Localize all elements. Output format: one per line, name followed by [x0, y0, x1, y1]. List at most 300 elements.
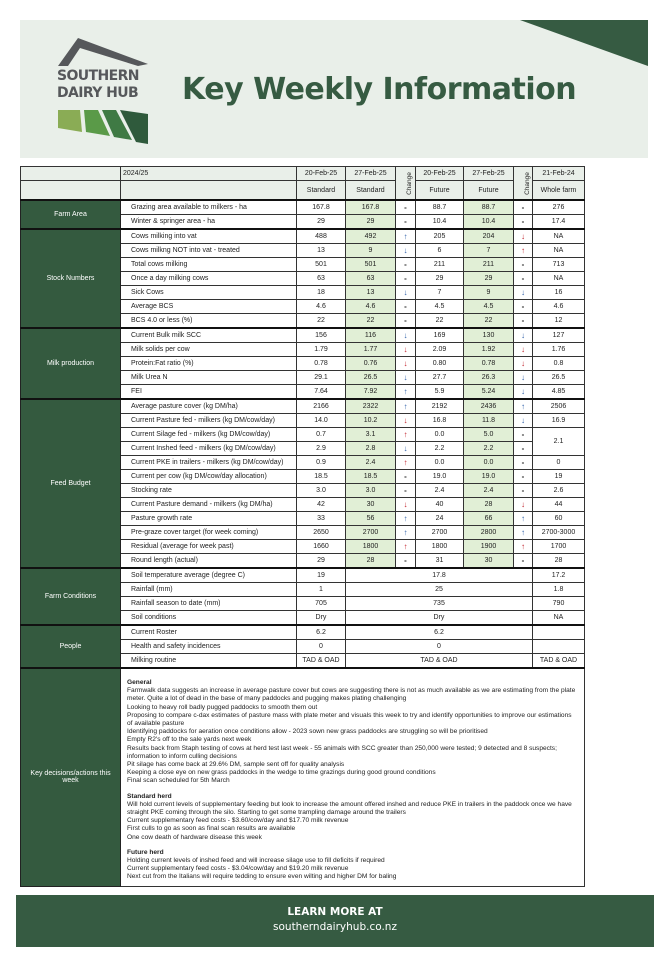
fut-prev-value: 1800 [416, 540, 464, 554]
fut-curr-value: 2436 [464, 399, 514, 414]
std-label: Standard [297, 181, 346, 201]
header-row-labels [21, 181, 585, 201]
whole-farm-value: TAD & OAD [533, 654, 585, 669]
notes-line: Holding current levels of inshed feed and will increase silage use to fill deficits if required [127, 857, 385, 865]
arrow-up-icon: ↑ [514, 540, 533, 554]
std-curr-value: 13 [346, 286, 396, 300]
table-row [21, 568, 585, 583]
notes-line: One cow death of hardware disease this week [127, 833, 262, 841]
fut-prev-value: 88.7 [416, 200, 464, 215]
whole-farm-value: 2.1 [533, 428, 585, 456]
whole-farm-value: 16 [533, 286, 585, 300]
whole-farm-value: 16.9 [533, 414, 585, 428]
std-curr-value: 1800 [346, 540, 396, 554]
fut-curr-value: 0.78 [464, 357, 514, 371]
fut-prev-value: 24 [416, 512, 464, 526]
row-label: Rainfall season to date (mm) [121, 597, 297, 611]
fut-curr-value: 130 [464, 328, 514, 343]
row-label: Average BCS [121, 300, 297, 314]
weekly-info-table [20, 166, 585, 887]
row-label: Average pasture cover (kg DM/ha) [121, 399, 297, 414]
row-label: Protein:Fat ratio (%) [121, 357, 297, 371]
arrow-down-icon: ↓ [514, 414, 533, 428]
notes-line: Pit silage has come back at 29.6% DM, sample sent off for quality analysis [127, 761, 345, 769]
whole-farm-value: 790 [533, 597, 585, 611]
row-label: Round length (actual) [121, 554, 297, 569]
footer-line1: LEARN MORE AT [287, 906, 383, 918]
std-prev-value: 2.9 [297, 442, 346, 456]
standard-value: 705 [297, 597, 346, 611]
std-prev-value: 4.6 [297, 300, 346, 314]
fut-curr-value: 5.0 [464, 428, 514, 442]
std-prev-value: 1660 [297, 540, 346, 554]
notes-line: Current supplementary feed costs - $3.04/cow/day and $19.20 milk revenue [127, 865, 349, 873]
std-prev-value: 0.78 [297, 357, 346, 371]
std-curr-value: 18.5 [346, 470, 396, 484]
standard-value: Dry [297, 611, 346, 626]
row-label: Soil conditions [121, 611, 297, 626]
fut-label: Future [416, 181, 464, 201]
footer-banner [16, 895, 654, 947]
whole-farm-value [533, 640, 585, 654]
fut-curr-value: 88.7 [464, 200, 514, 215]
change-indicator: - [514, 200, 533, 215]
row-label: Rainfall (mm) [121, 583, 297, 597]
row-label: Sick Cows [121, 286, 297, 300]
logo-fields-icon [58, 108, 150, 144]
std-prev-value: 501 [297, 258, 346, 272]
logo-line2: DAIRY HUB [57, 85, 139, 101]
std-prev-value: 29 [297, 554, 346, 569]
section-stock-numbers: Stock Numbers [21, 229, 121, 328]
fut-curr-value: 2.4 [464, 484, 514, 498]
fut-prev-value: 40 [416, 498, 464, 512]
arrow-up-icon: ↑ [514, 399, 533, 414]
fut-curr-value: 2800 [464, 526, 514, 540]
change-indicator: - [396, 272, 416, 286]
change-label: Change [523, 171, 531, 195]
std-prev-value: 13 [297, 244, 346, 258]
std-prev-value: 2650 [297, 526, 346, 540]
arrow-up-icon: ↑ [514, 244, 533, 258]
section-feed-budget: Feed Budget [21, 399, 121, 568]
row-label: Grazing area available to milkers - ha [121, 200, 297, 215]
row-label: Soil temperature average (degree C) [121, 568, 297, 583]
std-prev-value: 3.0 [297, 484, 346, 498]
std-curr-value: 1.77 [346, 343, 396, 357]
row-label: Current Silage fed - milkers (kg DM/cow/day) [121, 428, 297, 442]
notes-heading-future: Future herd [127, 848, 164, 856]
std-prev-date: 20-Feb-25 [297, 167, 346, 181]
fut-prev-value: 7 [416, 286, 464, 300]
whole-farm-value: 127 [533, 328, 585, 343]
header-blank [21, 167, 121, 181]
std-curr-value: 3.0 [346, 484, 396, 498]
header-row-dates [21, 167, 585, 181]
corner-decoration [520, 20, 648, 66]
whole-farm-value: NA [533, 611, 585, 626]
row-label: Current per cow (kg DM/cow/day allocation) [121, 470, 297, 484]
arrow-down-icon: ↓ [514, 357, 533, 371]
fut-prev-value: 0.80 [416, 357, 464, 371]
change-indicator: - [396, 314, 416, 329]
fut-prev-value: 10.4 [416, 215, 464, 230]
notes-line: Farmwalk data suggests an increase in average pasture cover but cows are suggesting there is not as much available as we are estimating from the plate meter. Quite a lot of dead in the base of many paddocks and pugging makes plating challenging [127, 687, 576, 703]
row-label: Health and safety incidences [121, 640, 297, 654]
arrow-down-icon: ↓ [396, 357, 416, 371]
standard-value: 1 [297, 583, 346, 597]
whole-farm-value: 1700 [533, 540, 585, 554]
notes-row [21, 668, 585, 886]
std-curr-value: 9 [346, 244, 396, 258]
whole-farm-value: 4.6 [533, 300, 585, 314]
arrow-down-icon: ↓ [396, 244, 416, 258]
std-prev-value: 156 [297, 328, 346, 343]
whole-farm-value: NA [533, 229, 585, 244]
notes-line: Final scan scheduled for 5th March [127, 777, 230, 785]
arrow-down-icon: ↓ [514, 229, 533, 244]
row-label: Milk solids per cow [121, 343, 297, 357]
std-curr-value: 63 [346, 272, 396, 286]
future-value: Dry [346, 611, 533, 626]
row-label: Current Roster [121, 625, 297, 640]
fut-prev-value: 29 [416, 272, 464, 286]
arrow-down-icon: ↓ [396, 286, 416, 300]
std-prev-value: 18 [297, 286, 346, 300]
footer-link[interactable]: southerndairyhub.co.nz [273, 921, 397, 933]
std-prev-value: 2166 [297, 399, 346, 414]
fut-curr-value: 30 [464, 554, 514, 569]
standard-value: 6.2 [297, 625, 346, 640]
notes-content [121, 668, 585, 886]
fut-prev-value: 2192 [416, 399, 464, 414]
fut-prev-date: 20-Feb-25 [416, 167, 464, 181]
whole-farm-value: 28 [533, 554, 585, 569]
std-prev-value: 0.9 [297, 456, 346, 470]
whole-farm-value: 0 [533, 456, 585, 470]
arrow-down-icon: ↓ [396, 442, 416, 456]
row-label: Total cows milking [121, 258, 297, 272]
row-label: Current Bulk milk SCC [121, 328, 297, 343]
logo-roof-icon [58, 38, 150, 68]
fut-curr-value: 4.5 [464, 300, 514, 314]
notes-line: First culls to go as soon as final scan results are available [127, 825, 296, 833]
whole-farm-value: 17.4 [533, 215, 585, 230]
fut-curr-value: 1.92 [464, 343, 514, 357]
row-label: Winter & springer area - ha [121, 215, 297, 230]
future-value: 17.8 [346, 568, 533, 583]
future-value: 735 [346, 597, 533, 611]
std-curr-value: 2700 [346, 526, 396, 540]
notes-line: Results back from Staph testing of cows at herd test last week - 55 animals with SCC greater than 250,000 were tested; 9 detected and 8 suspects; information to inform culling decisions [127, 744, 557, 760]
fut-curr-value: 28 [464, 498, 514, 512]
section-milk-production: Milk production [21, 328, 121, 399]
fut-curr-value: 19.0 [464, 470, 514, 484]
whole-farm-value: 17.2 [533, 568, 585, 583]
change-indicator: - [514, 470, 533, 484]
fut-prev-value: 2.4 [416, 484, 464, 498]
table-row [21, 229, 585, 244]
future-value: 25 [346, 583, 533, 597]
row-label: Milk Urea N [121, 371, 297, 385]
std-curr-value: 26.5 [346, 371, 396, 385]
std-prev-value: 1.79 [297, 343, 346, 357]
change-indicator: - [396, 484, 416, 498]
std-curr-value: 2322 [346, 399, 396, 414]
fut-curr-value: 26.3 [464, 371, 514, 385]
change-indicator: - [514, 484, 533, 498]
change-indicator: - [514, 258, 533, 272]
fut-curr-value: 29 [464, 272, 514, 286]
section-key-decisions: Key decisions/actions this week [21, 668, 121, 886]
std-prev-value: 33 [297, 512, 346, 526]
fut-curr-value: 2.2 [464, 442, 514, 456]
row-label: Current PKE in trailers - milkers (kg DM/cow/day) [121, 456, 297, 470]
whole-farm-value: 26.5 [533, 371, 585, 385]
std-curr-value: 492 [346, 229, 396, 244]
whole-farm-value: 0.8 [533, 357, 585, 371]
arrow-down-icon: ↓ [396, 328, 416, 343]
whole-farm-value: 1.8 [533, 583, 585, 597]
std-prev-value: 29.1 [297, 371, 346, 385]
notes-heading-general: General [127, 679, 152, 686]
notes-line: Proposing to compare c-dax estimates of pasture mass with plate meter and visuals this week to try and identify opportunities to improve our estimations of available pasture [127, 711, 572, 728]
fut-curr-value: 22 [464, 314, 514, 329]
table-row [21, 328, 585, 343]
change-label: Change [405, 171, 413, 195]
fut-prev-value: 211 [416, 258, 464, 272]
std-curr-value: 167.8 [346, 200, 396, 215]
arrow-up-icon: ↑ [396, 456, 416, 470]
std-curr-value: 2.8 [346, 442, 396, 456]
fut-prev-value: 6 [416, 244, 464, 258]
arrow-up-icon: ↑ [396, 512, 416, 526]
std-prev-value: 14.0 [297, 414, 346, 428]
fut-curr-value: 10.4 [464, 215, 514, 230]
notes-line: Looking to heavy roll badly pugged paddocks to smooth them out [127, 703, 318, 711]
arrow-up-icon: ↑ [396, 526, 416, 540]
whole-farm-value: 12 [533, 314, 585, 329]
change-indicator: - [514, 300, 533, 314]
fut-prev-value: 0.0 [416, 456, 464, 470]
fut-curr-value: 7 [464, 244, 514, 258]
std-curr-value: 3.1 [346, 428, 396, 442]
fut-prev-value: 22 [416, 314, 464, 329]
change-indicator: - [514, 314, 533, 329]
std-curr-value: 501 [346, 258, 396, 272]
row-label: Once a day milking cows [121, 272, 297, 286]
notes-line: Current supplementary feed costs - $3.60/cow/day and $17.70 milk revenue [127, 817, 349, 825]
whole-farm-value [533, 625, 585, 640]
change-indicator: - [396, 554, 416, 569]
header-blank [21, 181, 121, 201]
row-label: Pasture growth rate [121, 512, 297, 526]
row-label: Stocking rate [121, 484, 297, 498]
arrow-up-icon: ↑ [514, 526, 533, 540]
arrow-up-icon: ↑ [396, 399, 416, 414]
row-label: Cows milkng NOT into vat - treated [121, 244, 297, 258]
fut-prev-value: 4.5 [416, 300, 464, 314]
fut-curr-value: 11.8 [464, 414, 514, 428]
fut-curr-date: 27-Feb-25 [464, 167, 514, 181]
fut-curr-value: 204 [464, 229, 514, 244]
fut-curr-value: 0.0 [464, 456, 514, 470]
row-label: Current Pasture demand - milkers (kg DM/ha) [121, 498, 297, 512]
future-value: TAD & OAD [346, 654, 533, 669]
row-label: Cows milking into vat [121, 229, 297, 244]
arrow-down-icon: ↓ [514, 385, 533, 400]
arrow-down-icon: ↓ [396, 414, 416, 428]
arrow-down-icon: ↓ [514, 286, 533, 300]
notes-line: Keeping a close eye on new grass paddocks in the wedge to time grazings during good ground conditions [127, 769, 436, 777]
page-title: Key Weekly Information [182, 72, 577, 107]
row-label: Pre-graze cover target (for week coming) [121, 526, 297, 540]
row-label: BCS 4.0 or less (%) [121, 314, 297, 329]
row-label: Milking routine [121, 654, 297, 669]
fut-curr-value: 1900 [464, 540, 514, 554]
whole-farm-value: 2506 [533, 399, 585, 414]
row-label: FEI [121, 385, 297, 400]
notes-line: Empty R2's off to the sale yards next week [127, 736, 252, 744]
arrow-down-icon: ↓ [514, 371, 533, 385]
std-curr-value: 10.2 [346, 414, 396, 428]
whole-label: Whole farm [533, 181, 585, 201]
std-prev-value: 18.5 [297, 470, 346, 484]
std-prev-value: 167.8 [297, 200, 346, 215]
whole-farm-value: 1.76 [533, 343, 585, 357]
table-row [21, 399, 585, 414]
fut-curr-value: 9 [464, 286, 514, 300]
change-header-1 [396, 167, 416, 201]
change-indicator: - [514, 272, 533, 286]
notes-line: Identifying paddocks for aeration once conditions allow - 2023 sown new grass paddocks are struggling so will be prioritised [127, 728, 488, 736]
arrow-up-icon: ↑ [396, 540, 416, 554]
table-row [21, 200, 585, 215]
section-farm-conditions: Farm Conditions [21, 568, 121, 625]
logo-text [57, 68, 139, 102]
change-indicator: - [514, 442, 533, 456]
fut-curr-value: 66 [464, 512, 514, 526]
whole-farm-value: NA [533, 272, 585, 286]
season-label: 2024/25 [121, 167, 297, 181]
arrow-up-icon: ↑ [396, 229, 416, 244]
section-farm-area: Farm Area [21, 200, 121, 229]
notes-line: Will hold current levels of supplementary feeding but look to increase the amount offered inshed and reduce PKE in trailers in the paddock once we have straight PKE coming through the silo. Starting to get some trampling damage around the trailers [127, 800, 572, 817]
std-prev-value: 29 [297, 215, 346, 230]
change-indicator: - [514, 456, 533, 470]
std-curr-value: 30 [346, 498, 396, 512]
fut-prev-value: 169 [416, 328, 464, 343]
fut-prev-value: 2700 [416, 526, 464, 540]
logo-line1: SOUTHERN [57, 68, 139, 84]
fut-prev-value: 31 [416, 554, 464, 569]
std-curr-value: 28 [346, 554, 396, 569]
std-curr-value: 116 [346, 328, 396, 343]
change-indicator: - [396, 215, 416, 230]
notes-line: Next cut from the Italians will require tedding to ensure even wilting and higher DM for baling [127, 873, 397, 881]
std-prev-value: 488 [297, 229, 346, 244]
fut-prev-value: 19.0 [416, 470, 464, 484]
arrow-up-icon: ↑ [514, 512, 533, 526]
std-prev-value: 0.7 [297, 428, 346, 442]
fut-curr-value: 211 [464, 258, 514, 272]
std-label: Standard [346, 181, 396, 201]
standard-value: 19 [297, 568, 346, 583]
std-prev-value: 63 [297, 272, 346, 286]
std-curr-value: 2.4 [346, 456, 396, 470]
std-curr-value: 29 [346, 215, 396, 230]
std-curr-value: 0.76 [346, 357, 396, 371]
row-label: Current Pasture fed - milkers (kg DM/cow/day) [121, 414, 297, 428]
fut-prev-value: 2.09 [416, 343, 464, 357]
fut-curr-value: 5.24 [464, 385, 514, 400]
arrow-down-icon: ↓ [396, 498, 416, 512]
fut-prev-value: 0.0 [416, 428, 464, 442]
arrow-down-icon: ↓ [396, 371, 416, 385]
whole-farm-value: 276 [533, 200, 585, 215]
section-people: People [21, 625, 121, 668]
arrow-down-icon: ↓ [514, 343, 533, 357]
standard-value: 0 [297, 640, 346, 654]
future-value: 6.2 [346, 625, 533, 640]
fut-prev-value: 2.2 [416, 442, 464, 456]
fut-prev-value: 5.9 [416, 385, 464, 400]
change-indicator: - [514, 554, 533, 569]
whole-farm-value: 60 [533, 512, 585, 526]
row-label: Residual (average for week past) [121, 540, 297, 554]
fut-prev-value: 205 [416, 229, 464, 244]
std-curr-date: 27-Feb-25 [346, 167, 396, 181]
table-row [21, 625, 585, 640]
change-indicator: - [396, 300, 416, 314]
header-banner [20, 20, 648, 158]
whole-farm-value: 713 [533, 258, 585, 272]
std-curr-value: 4.6 [346, 300, 396, 314]
standard-value: TAD & OAD [297, 654, 346, 669]
std-prev-value: 22 [297, 314, 346, 329]
change-indicator: - [396, 200, 416, 215]
change-indicator: - [396, 258, 416, 272]
whole-farm-value: 2700-3000 [533, 526, 585, 540]
arrow-down-icon: ↓ [396, 343, 416, 357]
fut-label: Future [464, 181, 514, 201]
whole-farm-value: 19 [533, 470, 585, 484]
header-blank [121, 181, 297, 201]
arrow-up-icon: ↑ [396, 428, 416, 442]
change-header-2 [514, 167, 533, 201]
whole-farm-value: 4.85 [533, 385, 585, 400]
std-curr-value: 7.92 [346, 385, 396, 400]
row-label: Current Inshed feed - milkers (kg DM/cow/day) [121, 442, 297, 456]
fut-prev-value: 27.7 [416, 371, 464, 385]
whole-farm-value: 2.6 [533, 484, 585, 498]
fut-prev-value: 16.8 [416, 414, 464, 428]
arrow-up-icon: ↑ [396, 385, 416, 400]
arrow-down-icon: ↓ [514, 328, 533, 343]
std-prev-value: 7.64 [297, 385, 346, 400]
future-value: 0 [346, 640, 533, 654]
std-prev-value: 42 [297, 498, 346, 512]
whole-farm-value: 44 [533, 498, 585, 512]
std-curr-value: 56 [346, 512, 396, 526]
arrow-down-icon: ↓ [514, 498, 533, 512]
std-curr-value: 22 [346, 314, 396, 329]
notes-heading-standard: Standard herd [127, 792, 172, 800]
change-indicator: - [396, 470, 416, 484]
change-indicator: - [514, 215, 533, 230]
whole-date: 21-Feb-24 [533, 167, 585, 181]
whole-farm-value: NA [533, 244, 585, 258]
